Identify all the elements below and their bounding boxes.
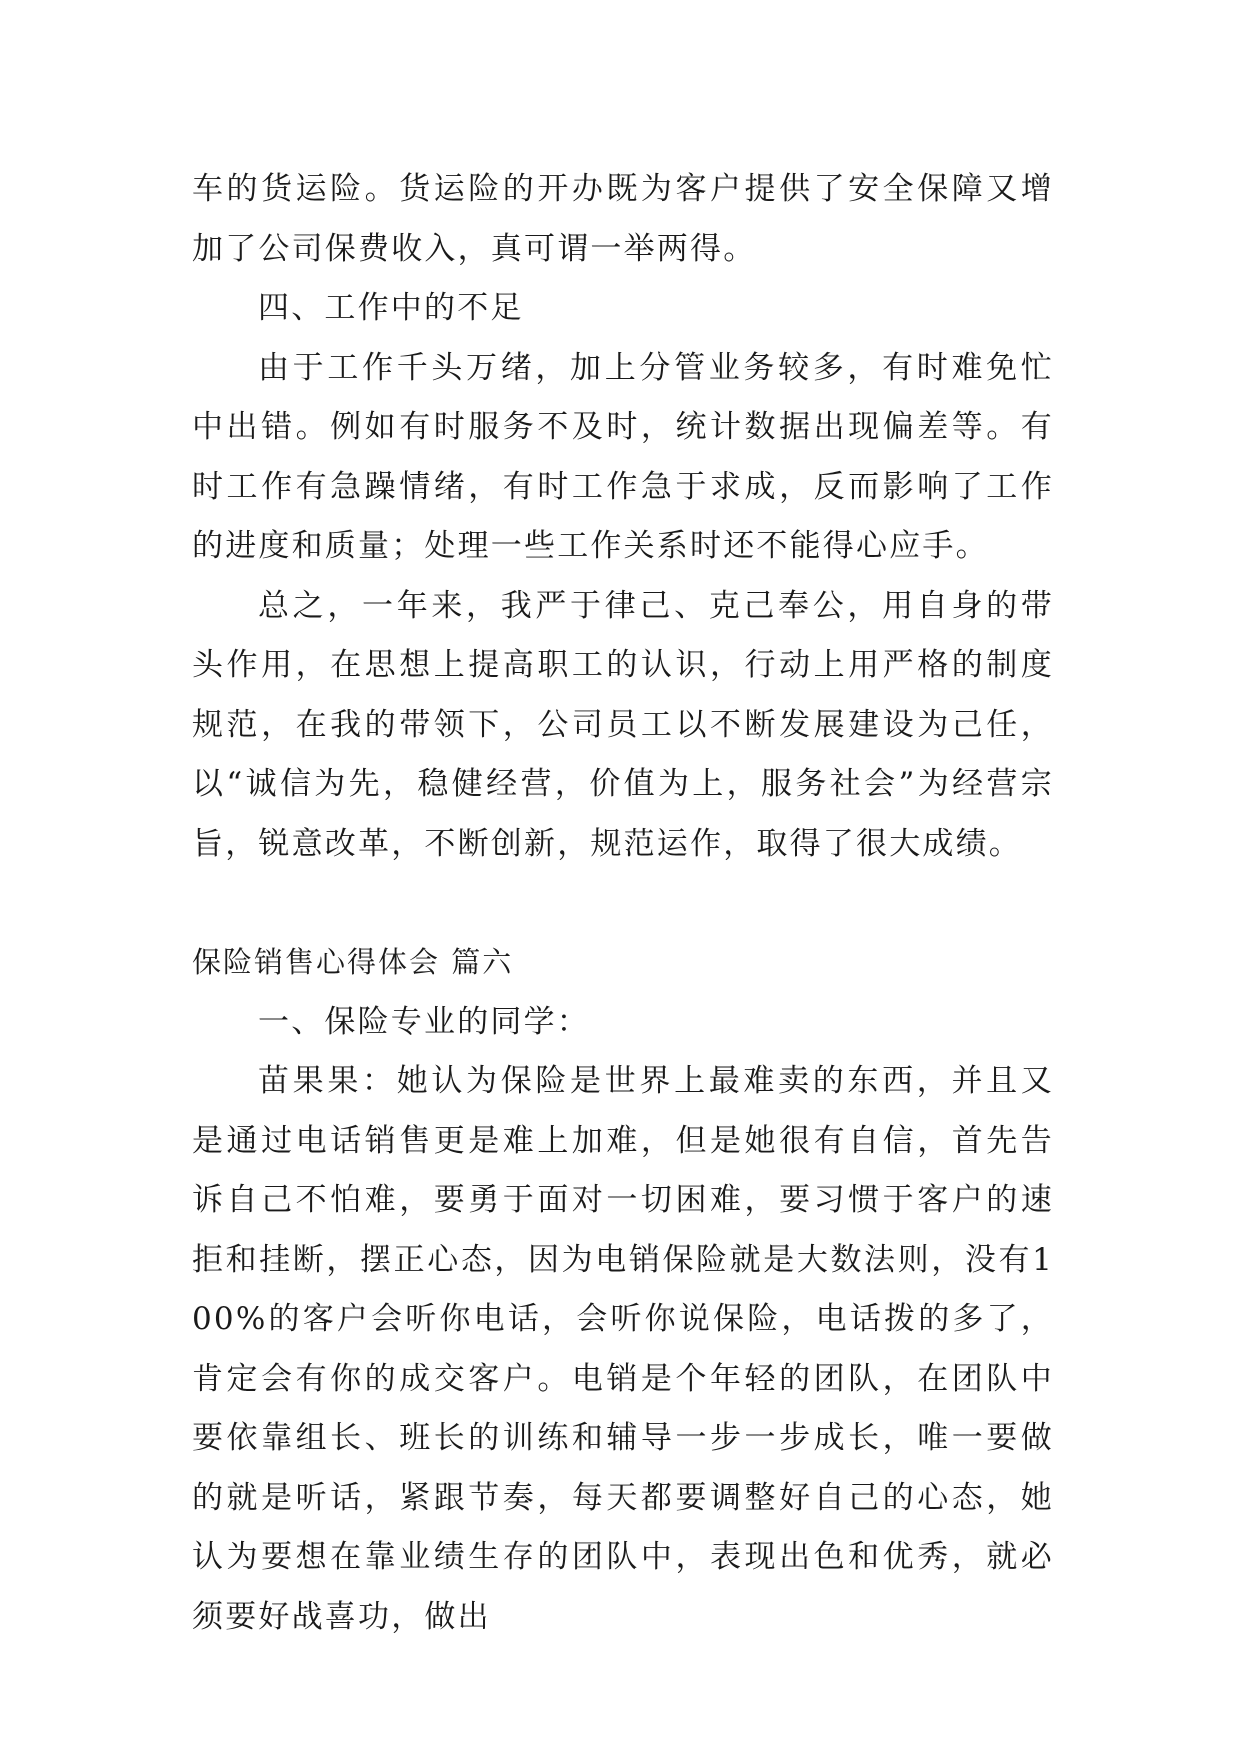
paragraph-summary: 总之，一年来，我严于律己、克己奉公，用自身的带头作用，在思想上提高职工的认识，行动上用严格的制度规范，在我的带领下，公司员工以不断发展建设为己任，以“诚信为先，稳健经营，价值为上，服务社会”为经营宗旨，锐意改革，不断创新，规范运作，取得了很大成绩。 (192, 587, 1054, 862)
paragraph-cargo-insurance: 车的货运险。货运险的开办既为客户提供了安全保障又增加了公司保费收入，真可谓一举两得。 (192, 171, 1054, 267)
section-spacer (192, 874, 1054, 933)
paragraph-miao-guoguo: 苗果果：她认为保险是世界上最难卖的东西，并且又是通过电话销售更是难上加难，但是她很有自信，首先告诉自己不怕难，要勇于面对一切困难，要习惯于客户的速拒和挂断，摆正心态，因为电销保险就是大数法则，没有100%的客户会听你电话，会听你说保险，电话拨的多了，肯定会有你的成交客户。电销是个年轻的团队，在团队中要依靠组长、班长的训练和辅导一步一步成长，唯一要做的就是听话，紧跟节奏，每天都要调整好自己的心态，她认为要想在靠业绩生存的团队中，表现出色和优秀，就必须要好战喜功，做出 (192, 1063, 1054, 1635)
heading-work-shortcomings: 四、工作中的不足 (258, 290, 524, 326)
section-title: 保险销售心得体会 篇六 (192, 945, 514, 979)
heading-insurance-students: 一、保险专业的同学： (258, 1003, 590, 1040)
paragraph-shortcomings: 由于工作千头万绪，加上分管业务较多，有时难免忙中出错。例如有时服务不及时，统计数据出现偏差等。有时工作有急躁情绪，有时工作急于求成，反而影响了工作的进度和质量；处理一些工作关系时还不能得心应手。 (192, 349, 1054, 564)
document-body (192, 160, 1054, 1647)
